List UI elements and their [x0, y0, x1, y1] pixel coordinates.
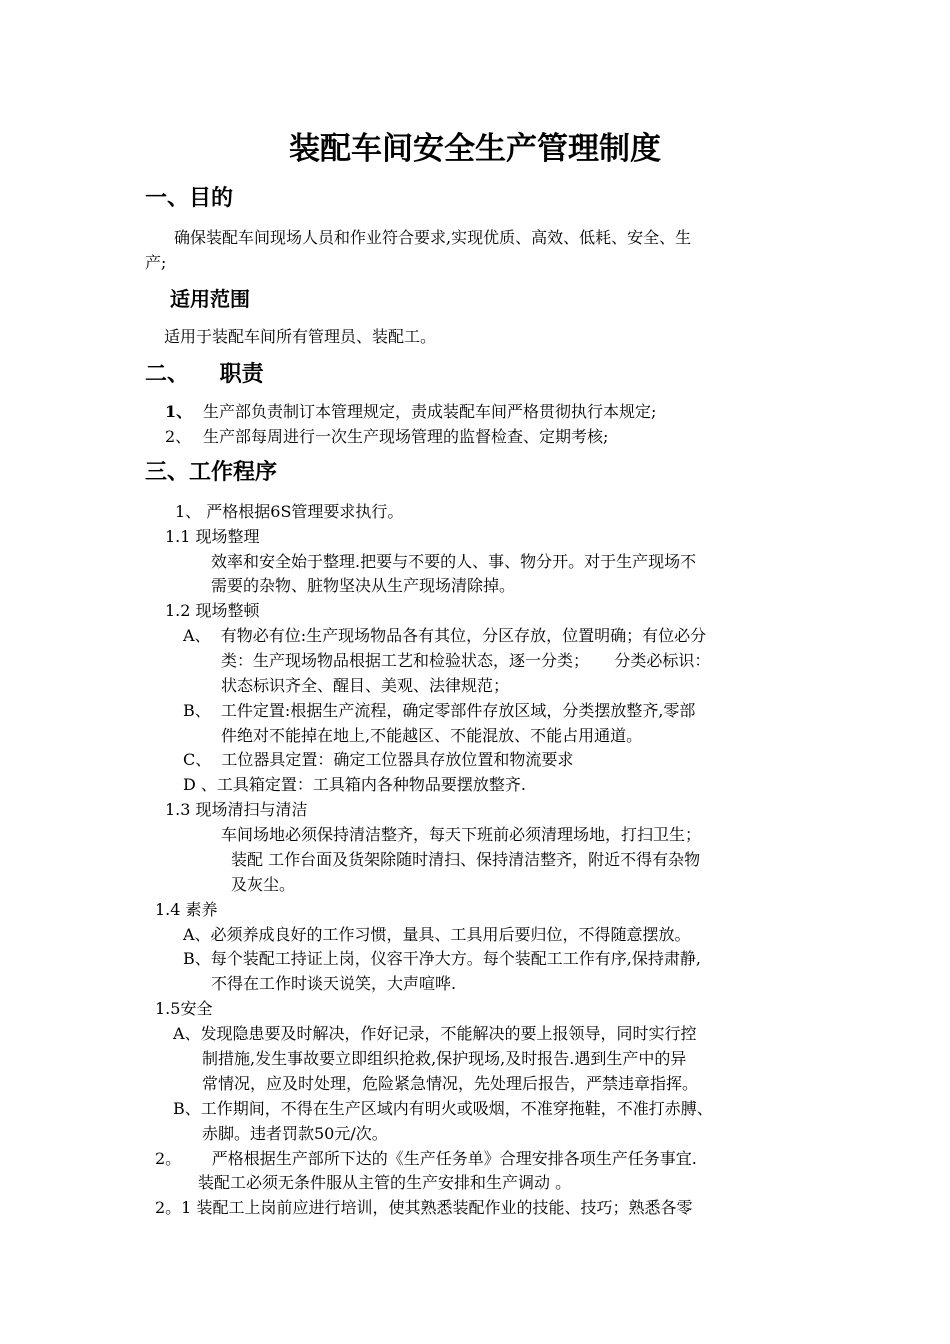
- procedure-line: 件绝对不能掉在地上,不能越区、不能混放、不能占用通道。: [221, 726, 643, 745]
- document-title: 装配车间安全生产管理制度: [289, 131, 661, 167]
- procedure-line: 制措施,发生事故要立即组织抢救,保护现场,及时报告.遇到生产中的异: [202, 1049, 687, 1068]
- procedure-line: B、每个装配工持证上岗，仪容干净大方。每个装配工工作有序,保持肃静,: [183, 949, 701, 968]
- procedure-line: 常情况，应及时处理，危险紧急情况，先处理后报告，严禁违章指挥。: [202, 1074, 699, 1093]
- procedure-line: 车间场地必须保持清洁整齐，每天下班前必须清理场地，打扫卫生；: [221, 825, 702, 844]
- duty-item-number: 2、: [165, 427, 192, 446]
- procedure-line: 装配 工作台面及货架除随时清扫、保持清洁整齐，附近不得有杂物: [231, 850, 701, 869]
- procedure-line: 状态标识齐全、醒目、美观、法律规范；: [221, 676, 510, 695]
- procedure-line: 需要的杂物、脏物坚决从生产现场清除掉。: [211, 576, 516, 595]
- procedure-line: 及灰尘。: [231, 875, 296, 894]
- procedure-line: 1、 严格根据6S管理要求执行。: [175, 502, 404, 521]
- procedure-line: 赤脚。违者罚款50元/次。: [202, 1124, 388, 1143]
- duty-item-text: 生产部负责制订本管理规定，责成装配车间严格贯彻执行本规定;: [203, 402, 657, 421]
- procedure-line: 2。 严格根据生产部所下达的《生产任务单》合理安排各项生产任务事宜.: [155, 1149, 697, 1168]
- duty-item-text: 生产部每周进行一次生产现场管理的监督检查、定期考核;: [203, 427, 609, 446]
- procedure-line: 效率和安全始于整理.把要与不要的人、事、物分开。对于生产现场不: [211, 552, 697, 571]
- procedure-line: D 、工具箱定置：工具箱内各种物品要摆放整齐.: [183, 775, 527, 794]
- section-heading-purpose: 一、目的: [145, 186, 234, 211]
- section-heading-procedure: 三、工作程序: [145, 460, 278, 485]
- procedure-line: B、 工件定置:根据生产流程，确定零部件存放区域，分类摆放整齐,零部: [183, 701, 696, 720]
- section-heading-scope: 适用范围: [170, 287, 250, 311]
- purpose-text-line: 产;: [145, 253, 167, 272]
- duty-item-number: 1、: [165, 402, 193, 421]
- procedure-line: A、 有物必有位:生产现场物品各有其位，分区存放，位置明确；有位必分: [183, 626, 707, 645]
- procedure-line: 1.3 现场清扫与清洁: [165, 800, 308, 819]
- procedure-line: 1.5安全: [155, 999, 213, 1018]
- procedure-line: 1.1 现场整理: [165, 527, 260, 546]
- procedure-line: A、必须养成良好的工作习惯，量具、工具用后要归位，不得随意摆放。: [183, 925, 691, 944]
- procedure-line: 不得在工作时谈天说笑，大声喧哗.: [211, 974, 457, 993]
- procedure-line: 2。1 装配工上岗前应进行培训，使其熟悉装配作业的技能、技巧；熟悉各零: [155, 1198, 693, 1217]
- procedure-line: B、工作期间，不得在生产区域内有明火或吸烟，不准穿拖鞋，不准打赤膊、: [173, 1099, 713, 1118]
- procedure-line: 装配工必须无条件服从主管的生产安排和生产调动 。: [198, 1173, 572, 1192]
- scope-text: 适用于装配车间所有管理员、装配工。: [164, 327, 437, 346]
- procedure-line: C、 工位器具定置：确定工位器具存放位置和物流要求: [183, 750, 574, 769]
- purpose-text-line: 确保装配车间现场人员和作业符合要求,实现优质、高效、低耗、安全、生: [174, 228, 692, 247]
- procedure-line: 类：生产现场物品根据工艺和检验状态，逐一分类； 分类必标识：: [221, 651, 711, 670]
- procedure-line: 1.2 现场整顿: [165, 601, 260, 620]
- section-heading-duty: 二、 职责: [145, 362, 264, 387]
- procedure-line: 1.4 素养: [155, 900, 218, 919]
- procedure-line: A、发现隐患要及时解决，作好记录，不能解决的要上报领导，同时实行控: [173, 1024, 697, 1043]
